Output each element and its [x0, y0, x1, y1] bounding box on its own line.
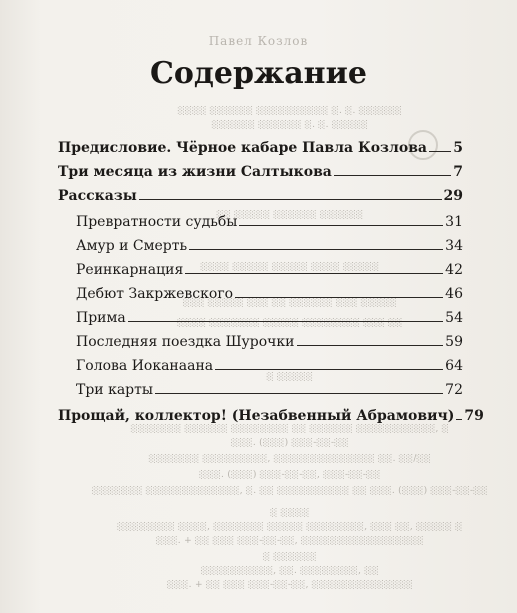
toc-leader-line [429, 151, 451, 152]
toc-entry-title: Реинкарнация [76, 262, 184, 278]
toc-entry[interactable] [76, 258, 463, 278]
toc-entry[interactable] [58, 404, 484, 424]
bleed-through-text: ░░░. + ░░ ░░░ ░░░-░░-░░, ░░░░░░░░░░░░░░░░░ [156, 536, 424, 546]
bleed-through-text: ░░░░░░ ░░░░░░ ░. ░. ░░░░░ [211, 120, 369, 130]
bleed-through-text: ░░░. (░░░) ░░░-░░-░░ [231, 438, 349, 448]
toc-entry-page: 72 [445, 382, 463, 398]
bleed-through-text: ░░░ ░░░░░ ░░░ ░░ ░░░░░░ ░░░ ░░░░░ [183, 298, 397, 308]
toc-entry-title: Три месяца из жизни Салтыкова [58, 164, 332, 180]
bleed-through-text: ░░░░░░░░░░, ░░. ░░░░░░░░, ░░ [201, 566, 379, 576]
toc-entry-title: Предисловие. Чёрное кабаре Павла Козлова [58, 140, 427, 156]
toc-entry[interactable] [76, 210, 463, 230]
toc-entry[interactable] [76, 354, 463, 374]
toc-leader-line [155, 393, 443, 394]
toc-entry-page: 42 [445, 262, 463, 278]
toc-entry[interactable] [76, 306, 463, 326]
toc-entry-title: Амур и Смерть [76, 238, 188, 254]
toc-entry-page: 34 [445, 238, 463, 254]
toc-entry-title: Превратности судьбы [76, 214, 238, 230]
bleed-through-text: ░ ░░░░ [270, 508, 310, 518]
author-name: Павел Козлов [208, 34, 309, 48]
toc-entry-page: 46 [445, 286, 463, 302]
toc-entry-page: 29 [443, 188, 463, 204]
toc-entry[interactable] [76, 378, 463, 398]
toc-entry-page: 54 [445, 310, 463, 326]
bleed-through-text: ░ ░░░░░░ [263, 552, 317, 562]
bleed-through-text: ░░░░░░░ ░░░░░░░░░░░░░, ░. ░░ ░░░░░░░░░░ ░░ ░░░. (░░░) ░░░-░░-░░ [92, 486, 488, 496]
toc-entry[interactable] [58, 136, 463, 156]
toc-entry[interactable] [76, 330, 463, 350]
toc-leader-line [185, 273, 443, 274]
toc-entry[interactable] [58, 160, 463, 180]
toc-entry[interactable] [76, 282, 463, 302]
toc-entry[interactable] [76, 234, 463, 254]
toc-entry-title: Прима [76, 310, 126, 326]
toc-entry-title: Голова Иоканаана [76, 358, 214, 374]
bleed-through-text: ░░░. + ░░ ░░░ ░░░-░░-░░, ░░░░░░░░░░░░░░ [166, 580, 414, 590]
toc-entry-page: 31 [445, 214, 463, 230]
toc-entry-title: Последняя поездка Шурочки [76, 334, 295, 350]
toc-leader-line [297, 345, 444, 346]
bleed-through-text: ░░░░░░░ ░░░░░░░░░, ░░░░░░░░░░░░░░ ░░. ░░/░░ [148, 454, 432, 464]
toc-leader-line [334, 175, 451, 176]
toc-entry-title: Дебют Закржевского [76, 286, 234, 302]
bleed-through-text: ░ ░░░░░ [266, 372, 314, 382]
toc-entry-title: Прощай, коллектор! (Незабвенный Абрамович) [58, 408, 455, 424]
toc-entry-page: 79 [464, 408, 484, 424]
toc-entry-page: 59 [445, 334, 463, 350]
toc-entry-title: Три карты [76, 382, 154, 398]
toc-leader-line [239, 225, 443, 226]
toc-entry-page: 7 [453, 164, 463, 180]
bleed-through-text: ░░░░░░░░ ░░░░, ░░░░░░░ ░░░░░ ░░░░░░░░, ░░░ ░░, ░░░░░ ░ [117, 522, 463, 532]
bleed-through-text: ░░ ░░░░░ ░░░░░░ ░░░░░░ [216, 210, 364, 220]
page-title: Содержание [150, 56, 367, 91]
toc-leader-line [235, 297, 443, 298]
toc-leader-line [128, 321, 443, 322]
toc-leader-line [189, 249, 443, 250]
bleed-through-text: ░░░░ ░░░░░░░ ░░░░░ ░░░░░░░░ ░░░ ░░ [177, 318, 403, 328]
toc-leader-line [139, 199, 442, 200]
toc-entry-page: 64 [445, 358, 463, 374]
bleed-through-text: ░░░░ ░░░░░ ░░░░░ ░░░░ ░░░░░ [200, 262, 380, 272]
bleed-through-text: ░░░. (░░░) ░░░-░░-░░, ░░░-░░-░░ [199, 470, 381, 480]
bleed-through-text: ░░░░░░░ ░░░░░░ ░░░░░░░░ ░░ ░░░░░░ ░░░░░░░░░░░, ░ [130, 424, 450, 434]
toc-entry-title: Рассказы [58, 188, 137, 204]
bleed-through-text: ░░░░ ░░░░░░ ░░░░░░░░░░ ░. ░. ░░░░░░ [177, 106, 403, 116]
toc-entry[interactable] [58, 184, 463, 204]
toc-leader-line [215, 369, 443, 370]
toc-entry-page: 5 [453, 140, 463, 156]
